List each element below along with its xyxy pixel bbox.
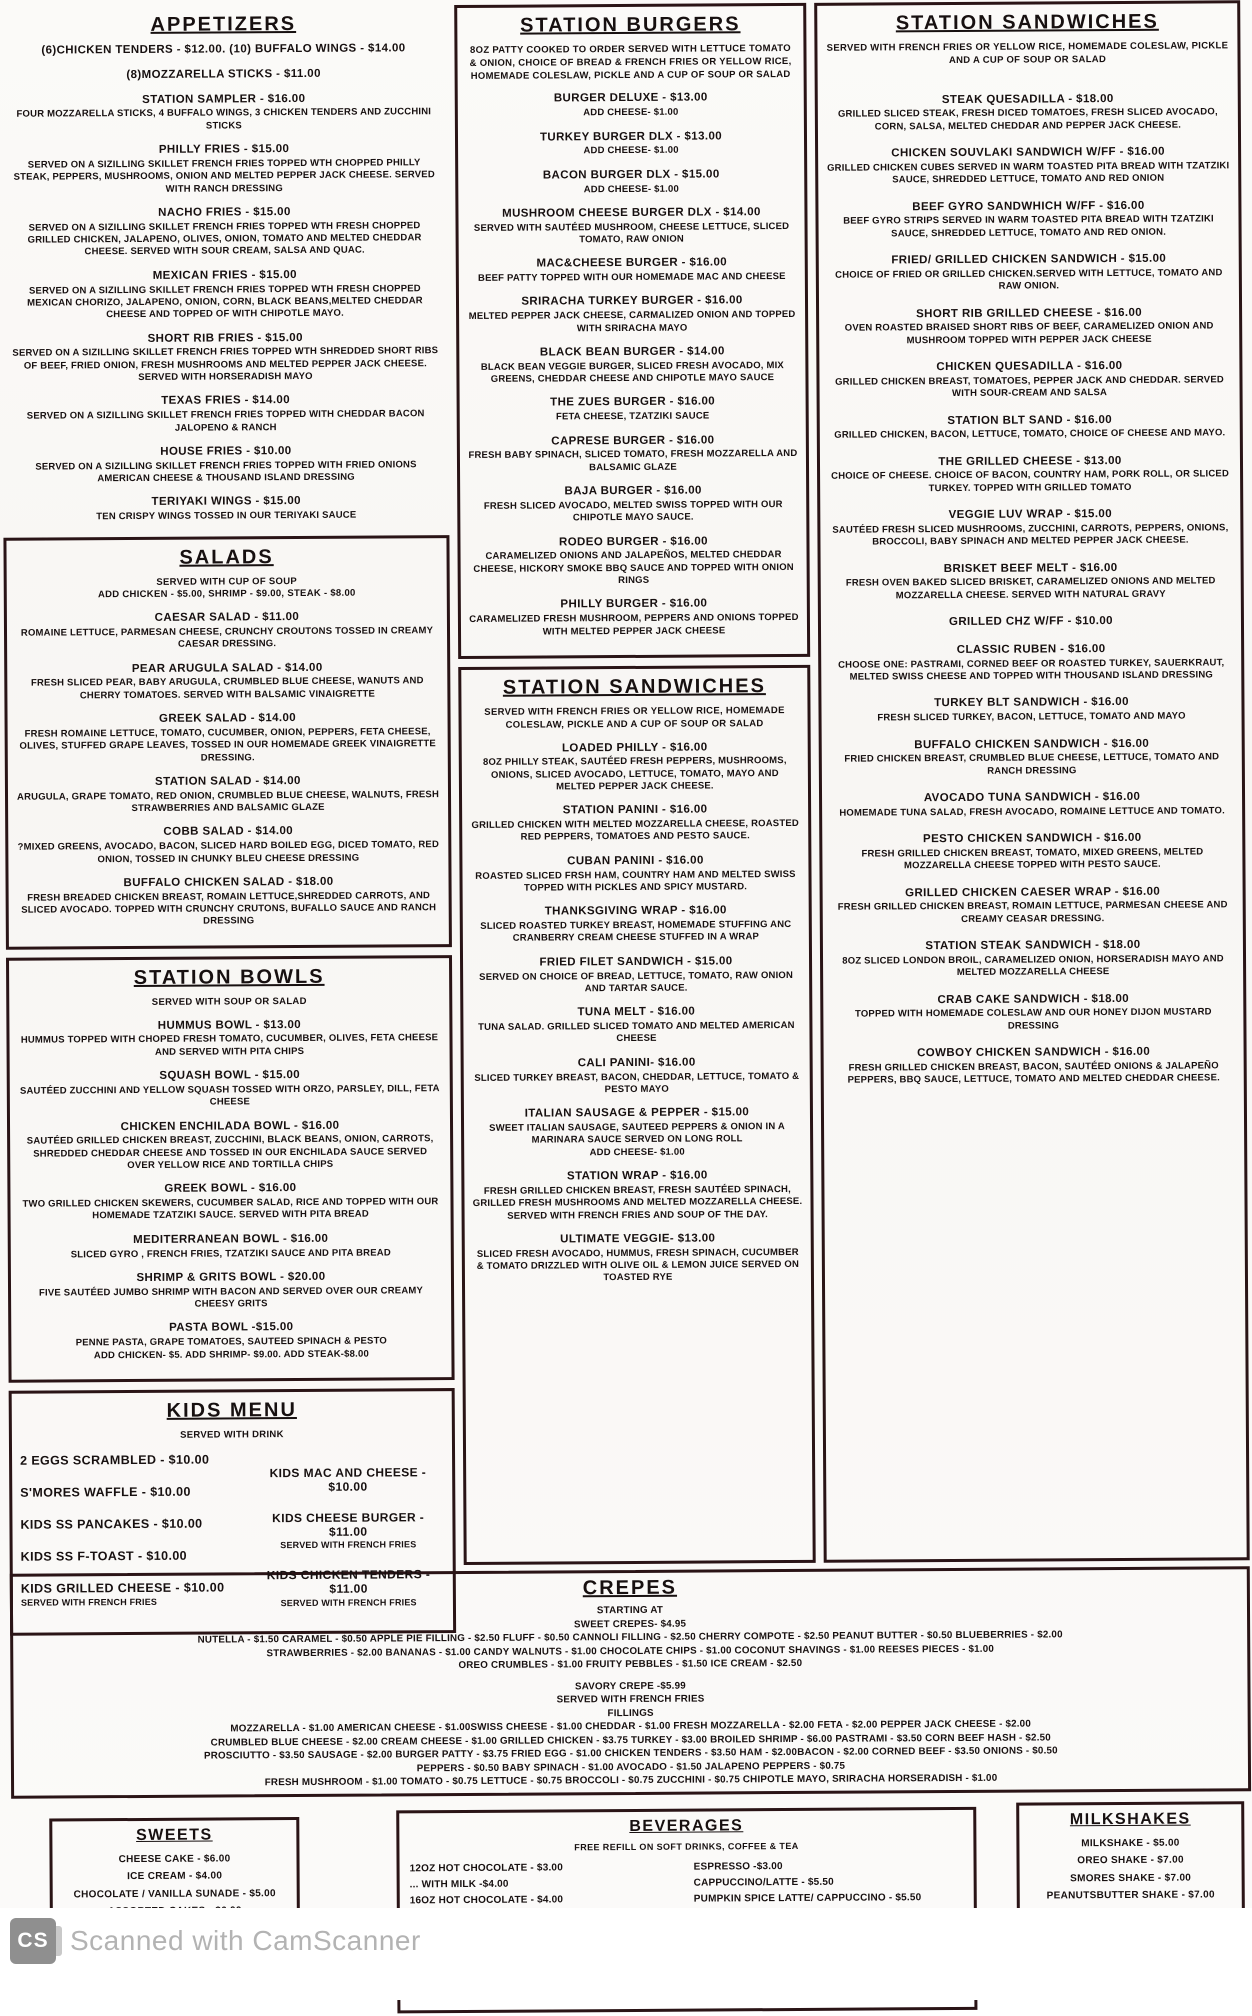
menu-item-title: CHICKEN SOUVLAKI SANDWICH W/FF - $16.00	[891, 145, 1165, 160]
menu-item-desc: SLICED ROASTED TURKEY BREAST, HOMEMADE STUFFING ANC CRANBERRY CREAM CHEESE STUFFED IN A WRAP	[480, 919, 792, 945]
menu-line: PEPPERS - $0.50 BABY SPINACH - $1.00 AVOCADO - $1.50 JALAPENO PEPPERS - $0.75	[416, 1760, 846, 1774]
menu-item	[828, 413, 1232, 443]
kids-columns	[20, 1451, 445, 1627]
section-station-bowls	[6, 955, 455, 1383]
menu-item	[468, 395, 798, 424]
menu-item-desc: ROASTED SLICED FRSH HAM, COUNTRY HAM AND MELTED SWISS TOPPED WITH PICKLES AND SPICY MUSTARD.	[475, 868, 796, 894]
menu-item-title: (8)MOZZARELLA STICKS - $11.00	[126, 67, 321, 81]
menu-item-title: CUBAN PANINI - $16.00	[567, 854, 704, 868]
menu-item-desc: PENNE PASTA, GRAPE TOMATOES, SAUTEED SPINACH & PESTO ADD CHICKEN- $5. ADD SHRIMP- $9.00. ADD STEAK-$8.00	[75, 1335, 388, 1361]
menu-item-title: SHRIMP & GRITS BOWL - $20.00	[136, 1270, 326, 1284]
kids-items-left	[20, 1452, 242, 1627]
menu-item-title: BLACK BEAN BURGER - $14.00	[539, 345, 725, 359]
menu-line: FRESH MUSHROOM - $1.00 TOMATO - $0.75 LETTUCE - $0.75 BROCCOLI - $0.75 ZUCCHINI - $0.75 CHIPOTLE MAYO, SRIRACHA HORSERADISH - $1.00	[264, 1772, 998, 1789]
menu-line: CHOCOLATE / VANILLA SUNADE - $5.00	[73, 1887, 276, 1901]
menu-item-desc: BLACK BEAN VEGGIE BURGER, SLICED FRESH AVOCADO, MIX GREENS, CHEDDAR CHEESE AND CHIPOTLE MAYO SAUCE	[480, 359, 784, 385]
menu-item-desc: CARAMELIZED FRESH MUSHROOM, PEPPERS AND ONIONS TOPPED WITH MELTED PEPPER JACK CHEESE	[469, 612, 799, 638]
menu-item-desc: SERVED ON CHOICE OF BREAD, LETTUCE, TOMATO, RAW ONION AND TARTAR SAUCE.	[479, 969, 794, 995]
menu-item	[252, 1510, 445, 1553]
menu-item	[827, 306, 1231, 348]
menu-item-desc: SERVED ON A SIZILLING SKILLET FRENCH FRIES TOPPED WITH CHEDDAR BACON JALOPENO & RANCH	[26, 408, 425, 434]
menu-item-title: HOUSE FRIES - $10.00	[160, 444, 292, 458]
menu-item-title: KIDS SS F-TOAST - $10.00	[20, 1548, 188, 1564]
menu-item-title: BURGER DELUXE - $13.00	[553, 91, 708, 105]
menu-item-desc: ?MIXED GREENS, AVOCADO, BACON, SLICED HARD BOILED EGG, DICED TOMATO, RED ONION, TOSSED IN CHUNKY BLEU CHEESE DRESSING	[17, 839, 440, 865]
menu-item-title: CHICKEN ENCHILADA BOWL - $16.00	[120, 1119, 340, 1133]
section-title: KIDS MENU	[166, 1398, 297, 1422]
menu-item-title: FRIED/ GRILLED CHICKEN SANDWICH - $15.00	[891, 252, 1167, 267]
menu-item-title: SHORT RIB GRILLED CHEESE - $16.00	[916, 306, 1143, 320]
menu-item	[16, 825, 440, 867]
camscanner-watermark: Scanned with CamScanner	[70, 1925, 421, 1956]
menu-item-title: CAESAR SALAD - $11.00	[154, 611, 300, 624]
menu-item	[471, 1005, 801, 1046]
menu-item-title: KIDS SS PANCAKES - $10.00	[20, 1516, 203, 1532]
menu-item	[472, 1106, 802, 1160]
menu-item-desc: SAUTÉED GRILLED CHICKEN BREAST, ZUCCHINI, BLACK BEANS, ONION, CARROTS, SHREDDED CHEDDAR CHEESE AND TOSSED IN OUR ENCHILADA SAUCE SERVED OVER YELLOW RICE AND TORTILLA CHIPS	[26, 1133, 434, 1172]
menu-item-desc: SERVED ON A SIZILLING SKILLET FRENCH FRIES TOPPED WTH FRESH CHOPPED MEXICAN CHORIZO, JALAPENO, ONION, CORN, BLACK BEANS,MELTED CHEDDAR CHEESE AND TOPPED OF WITH CHIPOTLE MAYO.	[27, 282, 423, 321]
menu-item-title: TURKEY BLT SANDWICH - $16.00	[934, 696, 1129, 710]
menu-item	[21, 1548, 243, 1564]
section-note: SERVED WITH SOUP OR SALAD	[151, 995, 307, 1008]
menu-item-desc: FRESH OVEN BAKED SLICED BRISKET, CARAMELIZED ONIONS AND MELTED MOZZARELLA CHEESE. SERVED WITH NATURAL GRAVY	[845, 575, 1216, 602]
menu-item-title: STATION PANINI - $16.00	[562, 803, 708, 817]
menu-item-desc: SLICED FRESH AVOCADO, HUMMUS, FRESH SPINACH, CUCUMBER & TOMATO DRIZZLED WITH OLIVE OIL & LEMON JUICE SERVED ON TOASTED RYE	[476, 1246, 800, 1284]
menu-item-title: STATION SALAD - $14.00	[154, 774, 301, 788]
menu-item	[9, 205, 439, 259]
menu-item-title: KIDS CHICKEN TENDERS - $11.00	[266, 1567, 431, 1597]
section-station-sandwiches-right	[814, 0, 1250, 1563]
menu-item-title: THE GRILLED CHEESE - $13.00	[938, 454, 1122, 468]
menu-item-desc: BEEF PATTY TOPPED WITH OUR HOMEMADE MAC AND CHEESE	[477, 271, 786, 285]
section-station-burgers	[454, 3, 810, 659]
menu-item-title: RODEO BURGER - $16.00	[558, 535, 709, 548]
menu-item	[466, 206, 796, 247]
menu-line: NUTELLA - $1.50 CARAMEL - $0.50 APPLE PIE FILLING - $2.50 FLUFF - $0.50 CANNOLI FILLING - $2.50 CHERRY COMPOTE - $2.50 PEANUT BUTTER - $0.50 BLUEBERRIES - $2.00	[197, 1629, 1063, 1646]
section-title: STATION BOWLS	[133, 965, 325, 989]
section-title: MILKSHAKES	[1069, 1810, 1191, 1829]
menu-item-desc: SAUTÉED ZUCCHINI AND YELLOW SQUASH TOSSED WITH ORZO, PARSLEY, DILL, FETA CHEESE	[19, 1082, 440, 1108]
menu-item	[15, 661, 439, 703]
menu-item-desc: FRESH SLICED TURKEY, BACON, LETTUCE, TOMATO AND MAYO	[877, 710, 1186, 724]
menu-item	[466, 168, 796, 197]
menu-item	[9, 142, 439, 196]
menu-item-title: KIDS GRILLED CHEESE - $10.00	[20, 1580, 225, 1596]
menu-item	[827, 252, 1231, 294]
camscanner-logo-icon	[10, 1918, 56, 1964]
menu-item	[829, 561, 1233, 603]
menu-item	[468, 434, 798, 475]
menu-item-desc: SERVED ON A SIZILLING SKILLET FRENCH FRIES TOPPED WITH FRIED ONIONS AMERICAN CHEESE & THOUSAND ISLAND DRESSING	[35, 458, 417, 485]
menu-item-desc: TUNA SALAD. GRILLED SLICED TOMATO AND MELTED AMERICAN CHEESE	[478, 1020, 795, 1045]
menu-item-desc: FRESH GRILLED CHICKEN BREAST, BACON, SAUTÉED ONIONS & JALAPEÑO PEPPERS, BBQ SAUCE, LETTUCE, TOMATO AND MELTED CHEDDAR CHEESE.	[847, 1060, 1220, 1086]
menu-item-title: STATION SAMPLER - $16.00	[142, 92, 306, 106]
menu-item	[473, 1232, 803, 1286]
camscanner-branding	[0, 1908, 1252, 1964]
menu-item-title: PESTO CHICKEN SANDWICH - $16.00	[922, 832, 1142, 846]
menu-item-title: CLASSIC RUBEN - $16.00	[956, 642, 1106, 656]
menu-item	[17, 1018, 441, 1060]
menu-item-title: STATION STEAK SANDWICH - $18.00	[925, 938, 1141, 953]
menu-item	[471, 904, 801, 945]
menu-item	[828, 507, 1232, 549]
menu-item	[467, 256, 797, 285]
menu-item-desc: ADD CHEESE- $1.00	[583, 183, 679, 195]
menu-item-desc: CARAMELIZED ONIONS AND JALAPEÑOS, MELTED CHEDDAR CHEESE, HICKORY SMOKE BBQ SAUCE AND TOPPED WITH ONION RINGS	[473, 549, 794, 587]
menu-item-desc: FRESH BABY SPINACH, SLICED TOMATO, FRESH MOZZARELLA AND BALSAMIC GLAZE	[468, 448, 798, 473]
menu-item-desc: SAUTÉED FRESH SLICED MUSHROOMS, ZUCCHINI, CARROTS, PEPPERS, ONIONS, BROCCOLI, BABY SPINACH AND MELTED PEPPER JACK CHEESE.	[832, 522, 1229, 548]
menu-item	[18, 1119, 442, 1173]
menu-item-desc: FRESH BREADED CHICKEN BREAST, ROMAIN LETTUCE,SHREDDED CARROTS, AND SLICED AVOCADO. TOPPED WITH CRUNCHY CRUTONS, BUFALLO SAUCE AND RANCH DRESSING	[21, 889, 437, 927]
menu-item-title: AVOCADO TUNA SANDWICH - $16.00	[923, 790, 1141, 805]
menu-line: 16OZ HOT CHOCOLATE - $4.00	[409, 1894, 564, 1907]
menu-item	[10, 268, 440, 322]
menu-item	[20, 1452, 242, 1468]
menu-line: OREO SHAKE - $7.00	[1077, 1854, 1184, 1867]
menu-line: PUMPKIN SPICE LATTE/ CAPPUCCINO - $5.50	[693, 1892, 922, 1905]
menu-item-title: LOADED PHILLY - $16.00	[561, 740, 708, 754]
menu-item-title: PHILLY BURGER - $16.00	[560, 597, 708, 611]
menu-item-desc: SWEET ITALIAN SAUSAGE, SAUTEED PEPPERS & ONION IN A MARINARA SAUCE SERVED ON LONG ROLL ADD CHEESE- $1.00	[489, 1121, 785, 1158]
salads-items	[15, 610, 441, 929]
menu-item-title: TUNA MELT - $16.00	[577, 1005, 696, 1019]
menu-item-title: FRIED FILET SANDWICH - $15.00	[539, 955, 733, 969]
menu-item-desc: FRIED CHICKEN BREAST, CRUMBLED BLUE CHEESE, LETTUCE, TOMATO AND RANCH DRESSING	[844, 751, 1220, 777]
menu-item-desc: 8OZ SLICED LONDON BROIL, CARAMELIZED ONION, HORSERADISH MAYO AND MELTED MOZZARELLA CHEESE	[842, 953, 1224, 979]
menu-item	[466, 130, 796, 159]
menu-item-title: KIDS MAC AND CHEESE - $10.00	[269, 1464, 427, 1494]
menu-item	[467, 294, 797, 335]
menu-item	[19, 1321, 443, 1363]
section-title: STATION SANDWICHES	[502, 675, 766, 699]
menu-item	[826, 145, 1230, 187]
menu-item-desc: FIVE SAUTÉED JUMBO SHRIMP WITH BACON AND SERVED OVER OUR CREAMY CHEESY GRITS	[38, 1284, 424, 1310]
menu-item-desc: SERVED WITH FRENCH FRIES	[280, 1597, 417, 1608]
menu-item	[16, 711, 440, 765]
menu-item-desc: MELTED PEPPER JACK CHEESE, CARMALIZED ONION AND TOPPED WITH SRIRACHA MAYO	[468, 309, 796, 334]
menu-item-desc: TOPPED WITH HOMEMADE COLESLAW AND OUR HONEY DIJON MUSTARD DRESSING	[854, 1006, 1212, 1032]
section-title: STATION SANDWICHES	[895, 10, 1159, 35]
menu-item	[829, 614, 1233, 630]
menu-item	[829, 642, 1233, 684]
menu-item-title: ULTIMATE VEGGIE- $13.00	[560, 1232, 716, 1246]
menu-line: OREO CRUMBLES - $1.00 FRUITY PEBBLES - $1.50 ICE CREAM - $2.50	[458, 1657, 803, 1672]
menu-item-title: SQUASH BOWL - $15.00	[159, 1069, 301, 1082]
menu-item-desc: FRESH GRILLED CHICKEN BREAST, TOMATO, MIXED GREENS, MELTED MOZZARELLA CHEESE TOPPED WITH PESTO SAUCE.	[861, 846, 1204, 872]
menu-item-desc: CHOICE OF CHEESE. CHOICE OF BACON, COUNTRY HAM, PORK ROLL, OR SLICED TURKEY. TOPPED WITH GRILLED TOMATO	[831, 468, 1230, 494]
menu-item-desc: ROMAINE LETTUCE, PARMESAN CHEESE, CRUNCHY CROUTONS TOSSED IN CREAMY CAESAR DRESSING.	[20, 625, 434, 650]
menu-item	[826, 199, 1230, 241]
menu-item	[18, 1181, 442, 1223]
menu-item-title: VEGGIE LUV WRAP - $15.00	[948, 508, 1113, 522]
appetizers-items	[8, 42, 441, 524]
section-note: 8OZ PATTY COOKED TO ORDER SERVED WITH LETTUCE TOMATO & ONION, CHOICE OF BREAD & FRENCH FRIES OR YELLOW RICE, HOMEMADE COLESLAW, PICKLE AND A CUP OF SOUP OR SALAD	[469, 42, 792, 82]
menu-item-title: CALI PANINI- $16.00	[577, 1056, 696, 1070]
menu-item-title: GREEK BOWL - $16.00	[164, 1182, 297, 1196]
menu-item-desc: HOMEMADE TUNA SALAD, FRESH AVOCADO, ROMAINE LETTUCE AND TOMATO.	[839, 805, 1225, 819]
menu-item-desc: SERVED ON A SIZILLING SKILLET FRENCH FRIES TOPPED WTH SHREDDED SHORT RIBS OF BEEF, FRIED ONION, FRESH MUSHROOMS AND MELTED PEPPER JACK CHEESE. SERVED WITH HORSERADISH MAYO	[12, 345, 439, 384]
left-column	[0, 5, 456, 1608]
menu-item-desc: GRILLED CHICKEN WITH MELTED MOZZARELLA CHEESE, ROASTED RED PEPPERS, TOMATOES AND PESTO SAUCE.	[471, 818, 799, 844]
menu-item	[827, 359, 1231, 401]
camscanner-logo-text: CS	[17, 1929, 49, 1952]
menu-item	[469, 597, 799, 638]
menu-item-desc: CHOOSE ONE: PASTRAMI, CORNED BEEF OR ROASTED TURKEY, SAUERKRAUT, MELTED SWISS CHEESE AND TOPPED WITH THOUSAND ISLAND DRESSING	[838, 657, 1225, 683]
menu-item-title: THE ZUES BURGER - $16.00	[550, 395, 716, 409]
menu-item-title: GREEK SALAD - $14.00	[158, 712, 297, 725]
menu-item-desc: SLICED GYRO , FRENCH FRIES, TZATZIKI SAUCE AND PITA BREAD	[70, 1247, 391, 1261]
menu-item	[11, 494, 441, 524]
sandwiches-mid-items	[470, 740, 803, 1285]
menu-line: 12OZ HOT CHOCOLATE - $3.00	[409, 1862, 563, 1875]
menu-item-title: BUFFALO CHICKEN SALAD - $18.00	[123, 875, 334, 889]
burgers-items	[466, 91, 799, 638]
menu-item-desc: SERVED ON A SIZILLING SKILLET FRENCH FRIES TOPPED WTH CHOPPED PHILLY STEAK, PEPPERS, MUSHROOMS, ONION AND MELTED PEPPER JACK CHEESE. SERVED WITH RANCH DRESSING	[13, 157, 435, 195]
menu-item	[831, 885, 1235, 927]
menu-item-title: BAJA BURGER - $16.00	[564, 484, 702, 498]
menu-item	[18, 1068, 442, 1110]
menu-line: FILLINGS	[607, 1707, 654, 1719]
menu-item-title: NACHO FRIES - $15.00	[158, 205, 291, 219]
menu-item-title: (6)CHICKEN TENDERS - $12.00. (10) BUFFALO WINGS - $14.00	[41, 42, 406, 57]
menu-item-title: MAC&CHEESE BURGER - $16.00	[536, 256, 728, 270]
section-salads	[3, 535, 452, 950]
menu-item-title: TURKEY BURGER DLX - $13.00	[539, 129, 723, 144]
sandwiches-right-items	[826, 76, 1236, 1087]
menu-item-title: CRAB CAKE SANDWICH - $18.00	[937, 992, 1130, 1006]
menu-item	[830, 831, 1234, 873]
menu-item-desc: FOUR MOZZARELLA STICKS, 4 BUFFALO WINGS, 3 CHICKEN TENDERS AND ZUCCHINI STICKS	[16, 106, 432, 132]
menu-item-desc: GRILLED CHICKEN CUBES SERVED IN WARM TOASTED PITA BREAD WITH TZATZIKI SAUCE, SHREDDED LETTUCE, TOMATO AND RED ONION	[827, 160, 1230, 186]
menu-item-title: SRIRACHA TURKEY BURGER - $16.00	[521, 294, 743, 309]
menu-item	[20, 1484, 242, 1500]
menu-line: ... WITH MILK -$4.00	[409, 1878, 509, 1891]
menu-item-title: GRILLED CHICKEN CAESER WRAP - $16.00	[905, 885, 1161, 899]
section-title: APPETIZERS	[150, 12, 297, 36]
section-note: SERVED WITH FRENCH FRIES OR YELLOW RICE, HOMEMADE COLESLAW, PICKLE AND A CUP OF SOUP OR SALAD	[826, 40, 1229, 66]
section-note: SERVED WITH FRENCH FRIES OR YELLOW RICE, HOMEMADE COLESLAW, PICKLE AND A CUP OF SOUP OR SALAD	[484, 704, 785, 731]
section-note: SERVED WITH DRINK	[180, 1429, 284, 1441]
section-title: SALADS	[179, 545, 274, 569]
menu-item-desc: FRESH SLICED PEAR, BABY ARUGULA, CRUMBLED BLUE CHEESE, WANUTS AND CHERRY TOMATOES. SERVED WITH BALSAMIC VINAIGRETTE	[30, 675, 424, 702]
menu-line: SERVED WITH FRENCH FRIES	[556, 1693, 705, 1706]
menu-item-title: SHORT RIB FRIES - $15.00	[147, 331, 303, 345]
menu-item	[9, 67, 439, 83]
crepes-savory-fillings	[20, 1716, 1242, 1791]
menu-item-title: CHICKEN QUESADILLA - $16.00	[936, 360, 1123, 374]
menu-item	[831, 938, 1235, 980]
menu-item-desc: ADD CHEESE- $1.00	[583, 106, 679, 119]
menu-item-desc: ADD CHEESE- $1.00	[583, 145, 679, 157]
menu-item-desc: BEEF GYRO STRIPS SERVED IN WARM TOASTED PITA BREAD WITH TZATZIKI SAUCE, SHREDDED LETTUCE, TOMATO AND RED ONION.	[843, 213, 1214, 240]
menu-item	[831, 992, 1235, 1034]
menu-item-title: KIDS CHEESE BURGER - $11.00	[272, 1509, 425, 1539]
menu-line: CAPPUCCINO/LATTE - $5.50	[693, 1876, 834, 1889]
menu-item-desc: GRILLED CHICKEN, BACON, LETTUCE, TOMATO, CHOICE OF CHEESE AND MAYO.	[834, 427, 1226, 442]
menu-item-desc: FRESH ROMAINE LETTUCE, TOMATO, CUCUMBER, ONION, PEPPERS, FETA CHEESE, OLIVES, STUFFED GRAPE LEAVES, TOSSED IN OUR HOMEMADE GREEK VINAIGRETTE DRESSING.	[19, 726, 436, 764]
bowls-items	[17, 1018, 443, 1363]
menu-item-title: MUSHROOM CHEESE BURGER DLX - $14.00	[502, 206, 761, 220]
menu-item-title: BRISKET BEEF MELT - $16.00	[943, 561, 1118, 575]
menu-item	[828, 454, 1232, 496]
menu-item	[826, 92, 1230, 134]
menu-item	[472, 1169, 802, 1223]
menu-item	[466, 91, 796, 120]
menu-item-desc: FRESH GRILLED CHICKEN BREAST, FRESH SAUTÉED SPINACH, GRILLED FRESH MUSHROOMS AND MELTED MOZZARELLA CHEESE. SERVED WITH FRENCH FRIES AND SOUP OF THE DAY.	[472, 1183, 803, 1222]
menu-item	[471, 955, 801, 996]
menu-line: MILKSHAKE - $5.00	[1081, 1837, 1180, 1849]
menu-item-desc: HUMMUS TOPPED WITH CHOPED FRESH TOMATO, CUCUMBER, OLIVES, FETA CHEESE AND SERVED WITH PITA CHIPS	[20, 1032, 439, 1058]
menu-item-desc: FRESH SLICED AVOCADO, MELTED SWISS TOPPED WITH OUR CHIPOTLE MAYO SAUCE.	[483, 498, 783, 524]
menu-item-desc: 8OZ PHILLY STEAK, SAUTÉED FRESH PEPPERS, MUSHROOMS, ONIONS, SLICED AVOCADO, LETTUCE, TOMATO, MAYO AND MELTED PEPPER JACK CHEESE.	[482, 755, 787, 793]
menu-item	[9, 92, 439, 134]
menu-item	[467, 345, 797, 386]
menu-item-desc: TEN CRISPY WINGS TOSSED IN OUR TERIYAKI SAUCE	[96, 509, 357, 523]
right-column	[814, 0, 1250, 1563]
menu-item-title: TERIYAKI WINGS - $15.00	[151, 495, 301, 509]
menu-item-desc: SERVED ON A SIZILLING SKILLET FRENCH FRIES TOPPED WTH FRESH CHOPPED GRILLED CHICKEN, JALAPENO, OLIVES, ONION, TOMATO AND MELTED CHEDDAR CHEESE. SERVED WITH SOUR CREAM, SALSA AND QUAC.	[27, 219, 422, 258]
menu-item	[16, 774, 440, 816]
menu-line: CRUMBLED BLUE CHEESE - $2.00 CREAM CHEESE - $1.00 GRILLED CHICKEN - $3.75 TURKEY - $3.00 BROILED SHRIMP - $6.00 PASTRAMI - $3.50 CORN BEEF HASH - $2.50	[210, 1732, 1051, 1749]
menu-item-title: PASTA BOWL -$15.00	[169, 1321, 294, 1335]
menu-item-title: GRILLED CHZ W/FF - $10.00	[948, 615, 1114, 629]
menu-item	[8, 42, 438, 58]
menu-line: CHEESE CAKE - $6.00	[118, 1853, 231, 1865]
camscanner-footer	[0, 1908, 1252, 2000]
menu-item	[19, 1270, 443, 1312]
menu-line: SWEET CREPES- $4.95	[573, 1618, 687, 1630]
menu-line: SMORES SHAKE - $7.00	[1070, 1872, 1192, 1885]
section-station-sandwiches-mid	[458, 665, 815, 1565]
section-title: STATION BURGERS	[520, 13, 741, 37]
menu-item-title: STATION WRAP - $16.00	[566, 1169, 708, 1183]
menu-item-title: ITALIAN SAUSAGE & PEPPER - $15.00	[524, 1106, 750, 1120]
menu-line: STARTING AT	[596, 1604, 664, 1617]
menu-item-title: MEXICAN FRIES - $15.00	[152, 268, 298, 282]
menu-item-desc: ARUGULA, GRAPE TOMATO, RED ONION, CRUMBLED BLUE CHEESE, WALNUTS, FRESH STRAWBERRIES AND BALSAMIC GLAZE	[16, 788, 440, 815]
menu-item	[20, 1516, 242, 1532]
section-appetizers	[0, 5, 449, 537]
menu-item	[472, 1056, 802, 1097]
menu-item	[11, 394, 441, 436]
menu-line: MOZZARELLA - $1.00 AMERICAN CHEESE - $1.00SWISS CHEESE - $1.00 CHEDDAR - $1.00 FRESH MOZZARELLA - $2.00 FETA - $2.00 PEPPER JACK CHEESE - $2.00	[230, 1718, 1032, 1735]
menu-line: PROSCIUTTO - $3.50 SAUSAGE - $2.00 BURGER PATTY - $3.75 FRIED EGG - $1.00 CHICKEN TENDERS - $3.50 HAM - $2.00BACON - $2.00 CORNED BEEF - $3.50 ONIONS - $0.50	[203, 1745, 1058, 1762]
menu-item-desc: SERVED WITH FRENCH FRIES	[280, 1539, 417, 1551]
menu-item-desc: FRESH GRILLED CHICKEN BREAST, ROMAIN LETTUCE, PARMESAN CHEESE AND CREAMY CEASAR DRESSING.	[837, 899, 1228, 925]
menu-item	[468, 535, 798, 589]
section-note: SERVED WITH CUP OF SOUP ADD CHICKEN - $5.00, SHRIMP - $9.00, STEAK - $8.00	[97, 575, 356, 601]
section-title: SWEETS	[136, 1826, 213, 1844]
menu-item-title: COBB SALAD - $14.00	[163, 825, 294, 839]
menu-item	[470, 740, 800, 794]
menu-item-title: BEEF GYRO SANDWHICH W/FF - $16.00	[912, 199, 1145, 213]
menu-item-title: BUFFALO CHICKEN SANDWICH - $16.00	[914, 737, 1150, 751]
menu-line: SAVORY CREPE -$5.99	[574, 1680, 686, 1692]
menu-item	[17, 875, 441, 929]
menu-item	[19, 1232, 443, 1262]
menu-line: ESPRESSO -$3.00	[693, 1860, 783, 1873]
menu-item-desc: TWO GRILLED CHICKEN SKEWERS, CUCUMBER SALAD, RICE AND TOPPED WITH OUR HOMEMADE TZATZIKI SAUCE. SERVED WITH PITA BREAD	[22, 1196, 439, 1222]
menu-item	[830, 737, 1234, 779]
menu-item	[832, 1045, 1236, 1087]
menu-item-title: STATION BLT SAND - $16.00	[947, 413, 1113, 427]
menu-item-desc: GRILLED SLICED STEAK, FRESH DICED TOMATOES, FRESH SLICED AVOCADO, CORN, SALSA, MELTED CHEDDAR AND PEPPER JACK CHEESE.	[837, 106, 1218, 133]
middle-column	[454, 3, 816, 1565]
menu-item	[470, 854, 800, 895]
menu-item-title: PHILLY FRIES - $15.00	[158, 143, 290, 156]
menu-item-desc: SERVED WITH FRENCH FRIES	[20, 1596, 158, 1608]
menu-item-title: COWBOY CHICKEN SANDWICH - $16.00	[917, 1045, 1151, 1060]
menu-item-desc: GRILLED CHICKEN BREAST, TOMATOES, PEPPER JACK AND CHEDDAR. SERVED WITH SOUR-CREAM AND SALSA	[835, 374, 1224, 400]
menu-item	[830, 790, 1234, 820]
menu-item-title: TEXAS FRIES - $14.00	[161, 394, 291, 408]
menu-item	[468, 484, 798, 525]
menu-item-desc: OVEN ROASTED BRAISED SHORT RIBS OF BEEF, CARAMELIZED ONION AND MUSHROOM TOPPED WITH PEPPER JACK CHEESE	[844, 320, 1214, 346]
menu-item	[829, 696, 1233, 726]
section-kids-menu	[9, 1388, 456, 1636]
menu-item	[11, 444, 441, 486]
crepes-sweet-fillings	[19, 1627, 1241, 1675]
menu-item-title: 2 EGGS SCRAMBLED - $10.00	[20, 1452, 210, 1468]
kids-items-right	[251, 1451, 445, 1626]
menu-item-title: MEDITERRANEAN BOWL - $16.00	[133, 1232, 329, 1246]
menu-item	[10, 331, 440, 385]
menu-item-desc: FETA CHEESE, TZATZIKI SAUCE	[555, 410, 710, 423]
section-title: CREPES	[582, 1576, 678, 1600]
menu-item	[252, 1465, 445, 1495]
menu-item-title: PEAR ARUGULA SALAD - $14.00	[131, 661, 323, 675]
menu-item-title: HUMMUS BOWL - $13.00	[157, 1018, 302, 1032]
menu-item	[252, 1567, 445, 1610]
section-note: FREE REFILL ON SOFT DRINKS, COFFEE & TEA	[574, 1840, 799, 1853]
menu-item-title: STEAK QUESADILLA - $18.00	[941, 92, 1114, 106]
section-title: BEVERAGES	[629, 1817, 744, 1835]
menu-item	[470, 803, 800, 844]
menu-item-desc: SLICED TURKEY BREAST, BACON, CHEDDAR, LETTUCE, TOMATO & PESTO MAYO	[474, 1070, 800, 1096]
menu-item-title: THANKSGIVING WRAP - $16.00	[544, 904, 727, 918]
menu-line: PEANUTSBUTTER SHAKE - $7.00	[1046, 1889, 1215, 1902]
menu-item-title: BACON BURGER DLX - $15.00	[542, 168, 720, 182]
menu-item-title: CAPRESE BURGER - $16.00	[551, 434, 715, 448]
menu-line: ICE CREAM - $4.00	[127, 1870, 223, 1883]
menu-item-desc: CHOICE OF FRIED OR GRILLED CHICKEN.SERVED WITH LETTUCE, TOMATO AND RAW ONION.	[835, 267, 1223, 292]
menu-item-title: S'MORES WAFFLE - $10.00	[20, 1484, 191, 1500]
menu-line: STRAWBERRIES - $2.00 BANANAS - $1.00 CANDY WALNUTS - $1.00 CHOCOLATE CHIPS - $1.00 COCONUT SHAVINGS - $1.00 REESES PIECES - $1.00	[266, 1643, 995, 1659]
menu-item-desc: SERVED WITH SAUTÉED MUSHROOM, CHEESE LETTUCE, SLICED TOMATO, RAW ONION	[473, 220, 790, 246]
menu-item	[15, 610, 439, 652]
menu-item	[21, 1580, 243, 1609]
